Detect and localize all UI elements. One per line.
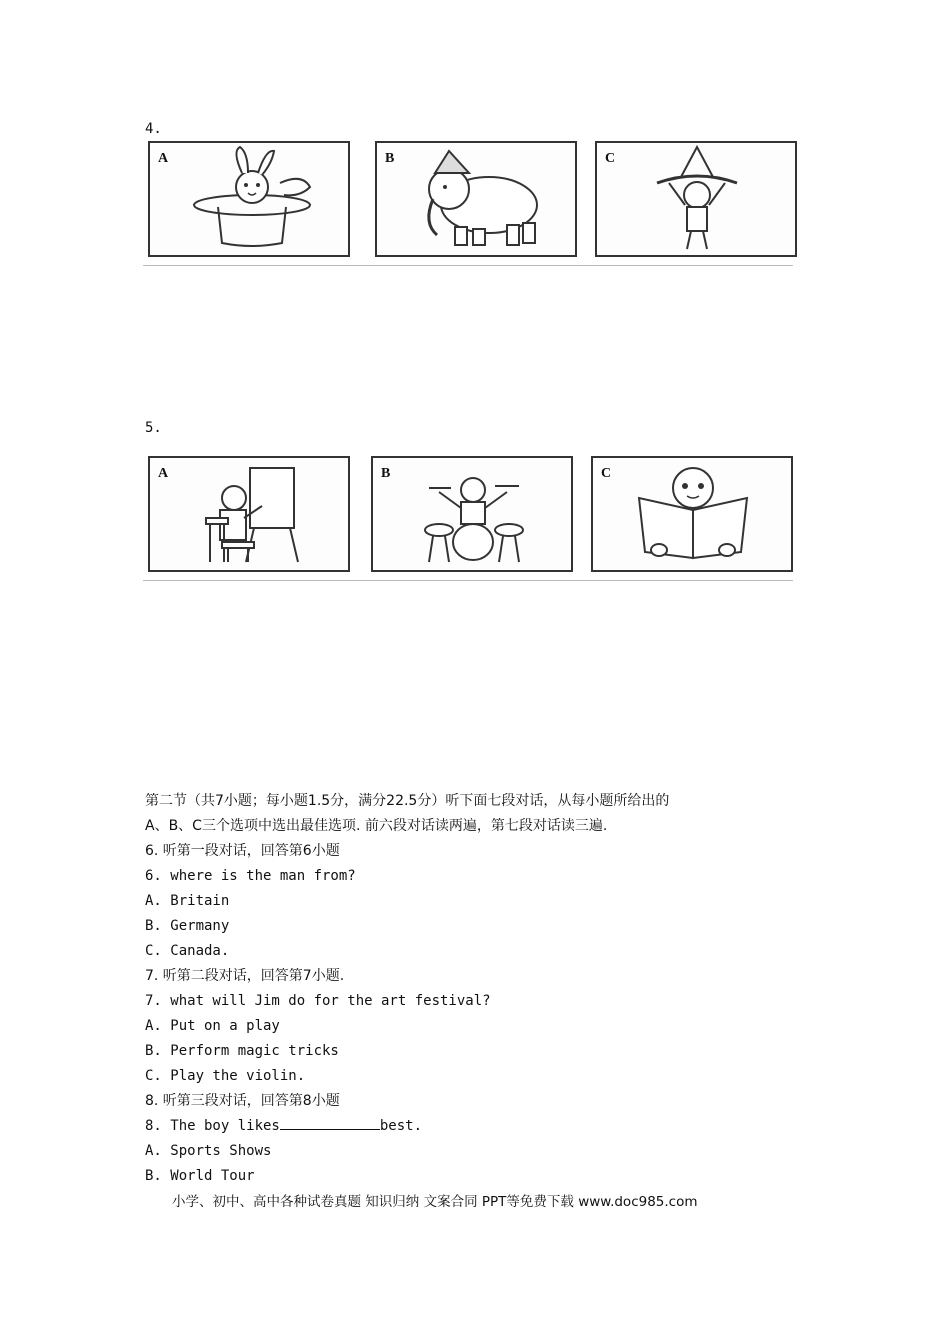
q5-picture-a [148, 456, 350, 572]
painting-boy-icon [150, 458, 348, 570]
q6-option-b: B. Germany [145, 918, 230, 934]
rabbit-in-hat-icon [150, 143, 348, 255]
question-5-number: 5. [145, 420, 162, 436]
q7-instruction: 7. 听第二段对话，回答第7小题. [145, 968, 345, 984]
section-2-intro-line-2: A、B、C三个选项中选出最佳选项. 前六段对话读两遍，第七段对话读三遍. [145, 818, 608, 834]
q6-instruction: 6. 听第一段对话，回答第6小题 [145, 843, 340, 859]
question-5-pictures [143, 456, 793, 581]
q7-option-b: B. Perform magic tricks [145, 1043, 339, 1059]
q7-option-c: C. Play the violin. [145, 1068, 306, 1084]
q8-instruction: 8. 听第三段对话，回答第8小题 [145, 1093, 340, 1109]
q5-label-a: A [158, 466, 169, 481]
q4-picture-a [148, 141, 350, 257]
q7-option-a: A. Put on a play [145, 1018, 280, 1034]
q4-picture-b [375, 141, 577, 257]
question-4-pictures [143, 141, 793, 266]
q8-option-a: A. Sports Shows [145, 1143, 272, 1159]
q5-label-b: B [381, 466, 391, 481]
section-2 [145, 789, 805, 1189]
q7-stem: 7. what will Jim do for the art festival? [145, 993, 491, 1009]
q6-option-c: C. Canada. [145, 943, 230, 959]
q4-label-c: C [605, 151, 616, 166]
boy-with-hat-icon [597, 143, 795, 255]
q8-option-b: B. World Tour [145, 1168, 255, 1184]
q8-stem-after: best. [379, 1118, 423, 1134]
q8-stem-before: 8. The boy likes [145, 1118, 280, 1134]
q4-label-a: A [158, 151, 169, 166]
q5-picture-b [371, 456, 573, 572]
elephant-icon [377, 143, 575, 255]
q6-stem: 6. where is the man from? [145, 868, 356, 884]
q5-label-c: C [601, 466, 612, 481]
q8-answer-blank [280, 1115, 380, 1130]
page-footer: 小学、初中、高中各种试卷真题 知识归纳 文案合同 PPT等免费下载 www.doc985.com [172, 1194, 698, 1210]
question-4-number: 4. [145, 121, 162, 137]
q5-picture-c [591, 456, 793, 572]
q4-label-b: B [385, 151, 395, 166]
q4-picture-c [595, 141, 797, 257]
drummer-icon [373, 458, 571, 570]
q8-stem [145, 1114, 805, 1139]
section-2-intro-line-1: 第二节（共7小题；每小题1.5分，满分22.5分）听下面七段对话，从每小题所给出的 [145, 793, 670, 809]
q6-option-a: A. Britain [145, 893, 230, 909]
reading-boy-icon [593, 458, 791, 570]
